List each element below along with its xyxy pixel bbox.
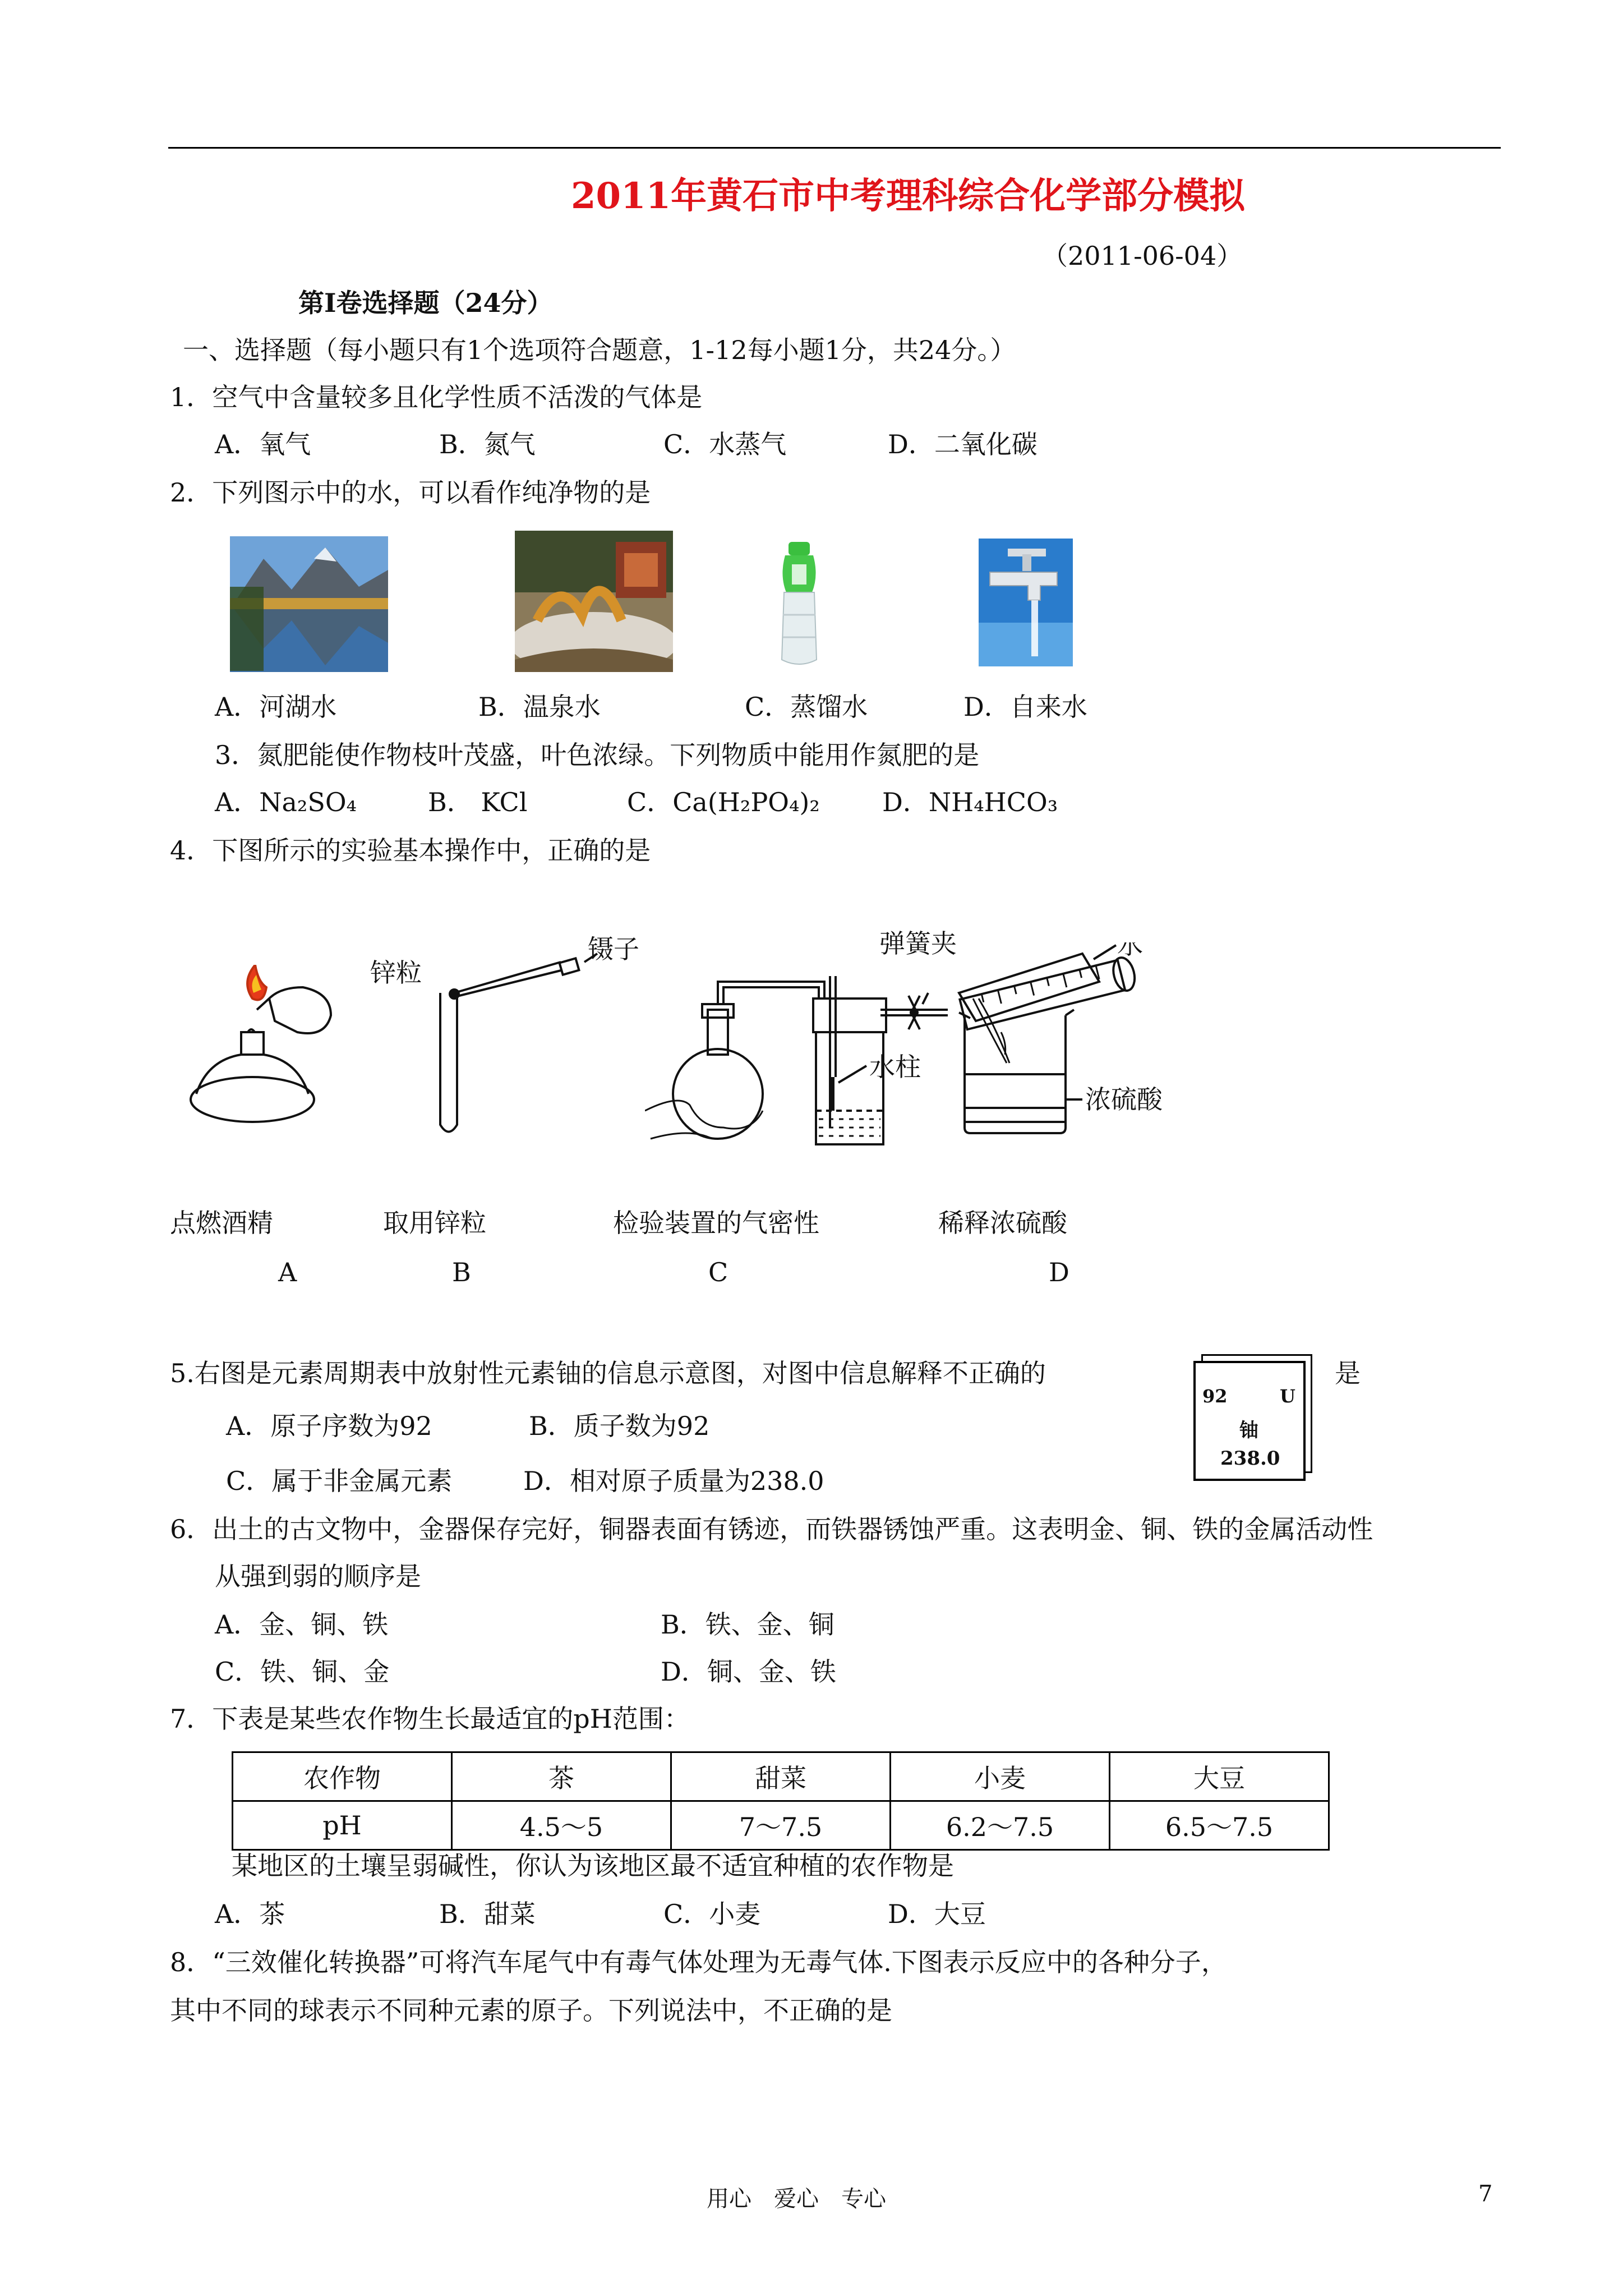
table-cell: 甜菜 bbox=[671, 1752, 891, 1801]
airtightness-apparatus-figure bbox=[645, 926, 959, 1161]
q3-option-b: B． KCl bbox=[428, 787, 528, 817]
q5-stem: 5.右图是元素周期表中放射性元素铀的信息示意图，对图中信息解释不正确的 bbox=[170, 1358, 1046, 1388]
q4-caption-d: 稀释浓硫酸 bbox=[938, 1208, 1067, 1238]
q5-option-d: D．相对原子质量为238.0 bbox=[523, 1466, 824, 1496]
element-name: 铀 bbox=[1239, 1419, 1258, 1442]
table-cell: 大豆 bbox=[1110, 1752, 1329, 1801]
table-cell: 小麦 bbox=[891, 1752, 1110, 1801]
q3-option-a: A．Na₂SO₄ bbox=[215, 787, 357, 817]
q7-stem: 7．下表是某些农作物生长最适宜的pH范围： bbox=[170, 1704, 690, 1734]
q2-option-c: C．蒸馏水 bbox=[745, 692, 868, 722]
table-row bbox=[233, 1801, 1329, 1850]
q4-letter-b: B bbox=[452, 1257, 471, 1287]
zinc-label: 锌粒 bbox=[370, 958, 422, 988]
table-cell: pH bbox=[233, 1801, 452, 1850]
uranium-element-card bbox=[1193, 1361, 1306, 1481]
q4-caption-b: 取用锌粒 bbox=[383, 1208, 486, 1238]
q2-option-b: B．温泉水 bbox=[478, 692, 601, 722]
q1-option-a: A．氧气 bbox=[215, 429, 311, 459]
q5-option-a: A．原子序数为92 bbox=[226, 1411, 432, 1441]
page-title: 2011年黄石市中考理科综合化学部分模拟 bbox=[571, 175, 1246, 217]
tap-water-photo-icon bbox=[979, 539, 1073, 666]
alcohol-lamp-figure bbox=[185, 965, 353, 1128]
q6-option-c: C．铁、铜、金 bbox=[215, 1657, 390, 1687]
q8-stem-line2: 其中不同的球表示不同种元素的原子。下列说法中，不正确的是 bbox=[170, 1995, 892, 2026]
q5-option-c: C．属于非金属元素 bbox=[226, 1466, 453, 1496]
q7-followup: 某地区的土壤呈弱碱性，你认为该地区最不适宜种植的农作物是 bbox=[232, 1851, 954, 1881]
q7-option-d: D．大豆 bbox=[888, 1899, 986, 1929]
q6-option-a: A．金、铜、铁 bbox=[215, 1609, 389, 1640]
q4-letter-c: C bbox=[708, 1257, 728, 1287]
ph-table bbox=[232, 1751, 1330, 1851]
instruction: 一、选择题（每小题只有1个选项符合题意，1-12每小题1分，共24分。） bbox=[183, 335, 1016, 365]
q3-option-c: C．Ca(H₂PO₄)₂ bbox=[627, 787, 820, 817]
spring-clip-label: 弹簧夹 bbox=[879, 928, 957, 959]
tweezers-tube-figure bbox=[370, 931, 662, 1144]
table-cell: 6.5～7.5 bbox=[1110, 1801, 1329, 1850]
water-bottle-photo-icon bbox=[777, 542, 821, 669]
q6-stem-line1: 6．出土的古文物中，金器保存完好，铜器表面有锈迹，而铁器锈蚀严重。这表明金、铜、铁的金属活动性 bbox=[170, 1514, 1373, 1544]
exam-date: （2011-06-04） bbox=[1042, 241, 1243, 271]
q6-stem-line2: 从强到弱的顺序是 bbox=[215, 1561, 421, 1591]
element-number: 92 bbox=[1202, 1386, 1228, 1407]
element-symbol: U bbox=[1280, 1386, 1295, 1407]
q1-option-d: D．二氧化碳 bbox=[888, 429, 1038, 459]
q7-option-c: C．小麦 bbox=[663, 1899, 761, 1929]
table-cell: 7～7.5 bbox=[671, 1801, 891, 1850]
q4-caption-a: 点燃酒精 bbox=[170, 1208, 273, 1238]
q5-option-b: B．质子数为92 bbox=[529, 1411, 710, 1441]
q5-stem-end: 是 bbox=[1335, 1358, 1361, 1388]
header-rule bbox=[168, 147, 1501, 149]
hot-spring-photo-icon bbox=[515, 531, 673, 672]
q6-option-b: B．铁、金、铜 bbox=[661, 1609, 834, 1640]
q1-option-c: C．水蒸气 bbox=[663, 429, 787, 459]
q3-option-d: D．NH₄HCO₃ bbox=[882, 787, 1058, 817]
q4-stem: 4．下图所示的实验基本操作中，正确的是 bbox=[170, 835, 651, 866]
q4-letter-d: D bbox=[1049, 1257, 1069, 1287]
table-cell: 4.5～5 bbox=[452, 1801, 671, 1850]
q2-option-d: D．自来水 bbox=[963, 692, 1087, 722]
section-heading: 第Ⅰ卷选择题（24分） bbox=[298, 288, 553, 318]
q1-option-b: B．氮气 bbox=[439, 429, 536, 459]
q2-option-a: A．河湖水 bbox=[215, 692, 337, 722]
conc-acid-label: 浓硫酸 bbox=[1085, 1084, 1163, 1115]
table-cell: 茶 bbox=[452, 1752, 671, 1801]
element-mass: 238.0 bbox=[1220, 1447, 1280, 1470]
water-column-label: 水柱 bbox=[869, 1052, 921, 1082]
q1-stem: 1．空气中含量较多且化学性质不活泼的气体是 bbox=[170, 382, 703, 412]
q2-stem: 2．下列图示中的水，可以看作纯净物的是 bbox=[170, 477, 651, 508]
q8-stem-line1: 8．“三效催化转换器”可将汽车尾气中有毒气体处理为无毒气体.下图表示反应中的各种分子， bbox=[170, 1947, 1227, 1977]
q3-stem: 3．氮肥能使作物枝叶茂盛，叶色浓绿。下列物质中能用作氮肥的是 bbox=[215, 740, 980, 770]
dilute-acid-figure bbox=[953, 942, 1234, 1144]
tweezers-label: 镊子 bbox=[588, 934, 639, 964]
q4-letter-a: A bbox=[278, 1257, 297, 1287]
q4-caption-c: 检验装置的气密性 bbox=[613, 1208, 819, 1238]
table-row bbox=[233, 1752, 1329, 1801]
page-number: 7 bbox=[1478, 2181, 1493, 2207]
q7-option-b: B．甜菜 bbox=[439, 1899, 536, 1929]
table-cell: 农作物 bbox=[233, 1752, 452, 1801]
footer-motto: 用心 爱心 专心 bbox=[707, 2186, 886, 2212]
table-cell: 6.2～7.5 bbox=[891, 1801, 1110, 1850]
q6-option-d: D．铜、金、铁 bbox=[661, 1657, 836, 1687]
lake-photo-icon bbox=[230, 536, 388, 672]
water-label: 水 bbox=[1117, 942, 1143, 960]
q7-option-a: A．茶 bbox=[215, 1899, 285, 1929]
